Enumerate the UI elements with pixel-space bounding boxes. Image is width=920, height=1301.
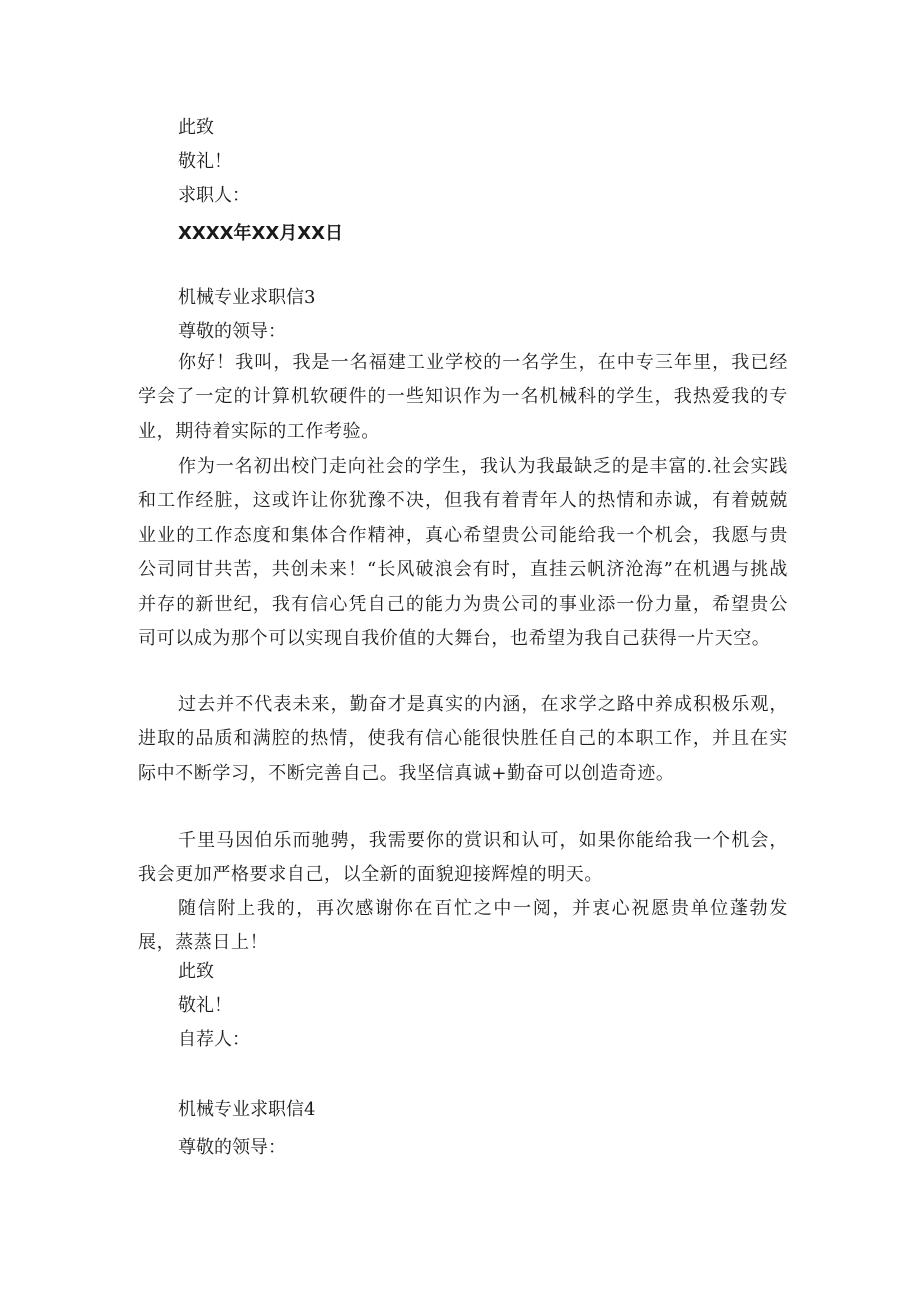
letter3-paragraph-3: 过去并不代表未来，勤奋才是真实的内涵，在求学之路中养成积极乐观，进取的品质和满腔的热情，使我有信心能很快胜任自己的本职工作，并且在实际中不断学习，不断完善自己。我坚信真诚+勤奋可以创造奇迹。 — [138, 694, 788, 784]
letter3-title: 机械专业求职信3 — [178, 287, 316, 308]
closing-date: XXXX年XX月XX日 — [178, 223, 344, 244]
letter3-paragraph-5: 随信附上我的，再次感谢你在百忙之中一阅，并衷心祝愿贵单位蓬勃发展，蒸蒸日上！ — [138, 898, 788, 954]
closing-salutation: 此致 — [178, 117, 214, 138]
letter3-paragraph-1: 你好！我叫，我是一名福建工业学校的一名学生，在中专三年里，我已经学会了一定的计算机软硬件的一些知识作为一名机械科的学生，我热爱我的专业，期待着实际的工作考验。 — [138, 352, 788, 442]
closing-respect: 敬礼！ — [178, 151, 232, 172]
letter3-greeting: 尊敬的领导： — [178, 321, 286, 342]
letter3-signer: 自荐人： — [178, 1029, 250, 1050]
letter3-salutation: 此致 — [178, 961, 214, 982]
letter4-title: 机械专业求职信4 — [178, 1099, 316, 1120]
letter3-paragraph-2: 作为一名初出校门走向社会的学生，我认为我最缺乏的是丰富的.社会实践和工作经脏，这或许让你犹豫不决，但我有着青年人的热情和赤诚，有着兢兢业业的工作态度和集体合作精神，真心希望贵公司能给我一个机会，我愿与贵公司同甘共苦，共创未来！“长风破浪会有时，直挂云帆济沧海”在机遇与挑战并存的新世纪，我有信心凭自己的能力为贵公司的事业添一份力量，希望贵公司可以成为那个可以实现自我价值的大舞台，也希望为我自己获得一片天空。 — [138, 456, 788, 650]
letter3-respect: 敬礼！ — [178, 995, 232, 1016]
closing-signer: 求职人： — [178, 185, 250, 206]
letter4-greeting: 尊敬的领导： — [178, 1137, 286, 1158]
letter3-paragraph-4: 千里马因伯乐而驰骋，我需要你的赏识和认可，如果你能给我一个机会，我会更加严格要求自己，以全新的面貌迎接辉煌的明天。 — [138, 830, 788, 886]
